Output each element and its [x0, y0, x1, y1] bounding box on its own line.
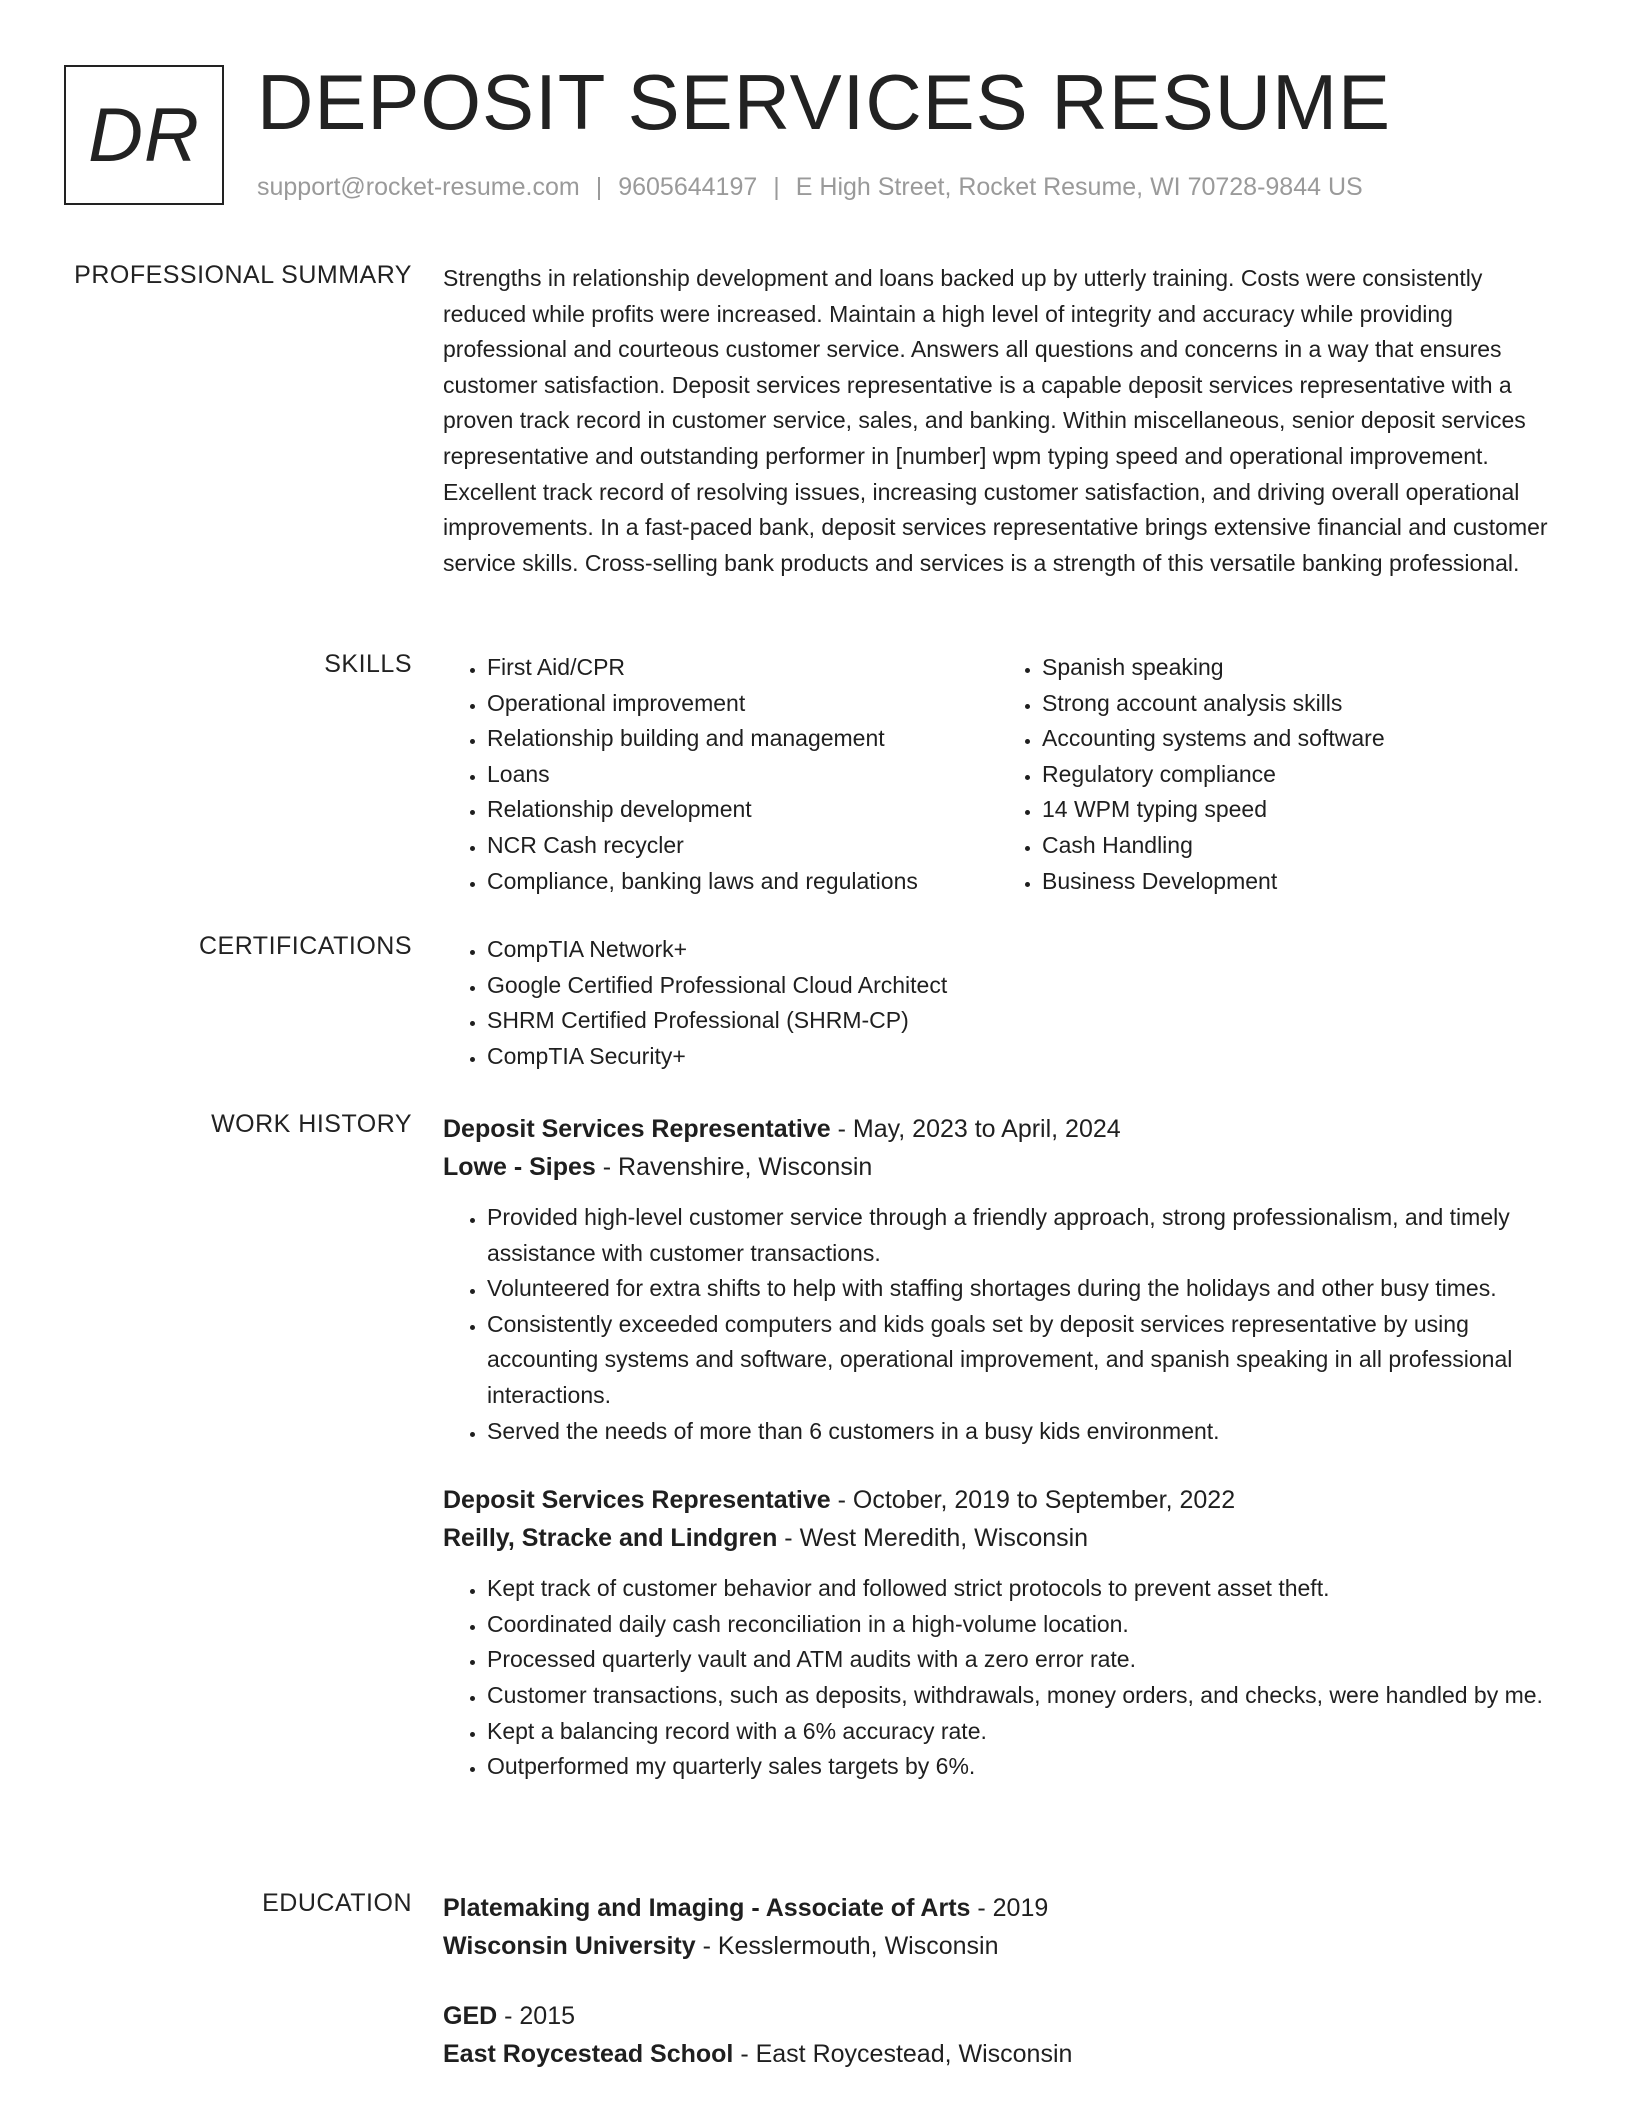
skills-list-left	[443, 650, 998, 899]
education-entry	[443, 1997, 1553, 2073]
job-bullet: • Served the needs of more than 6 customers in a busy kids environment.	[487, 1414, 1553, 1450]
certification-item: • SHRM Certified Professional (SHRM-CP)	[487, 1003, 1553, 1039]
section-label-education: EDUCATION	[262, 1889, 412, 1917]
skill-item: • Strong account analysis skills	[1042, 686, 1553, 722]
education-year: - 2015	[497, 2002, 576, 2030]
job-company: Lowe - Sipes	[443, 1153, 596, 1181]
job-bullet: • Provided high-level customer service through a friendly approach, strong professionalism, and timely assistance with customer transactions.	[487, 1200, 1553, 1271]
skill-item: • Business Development	[1042, 864, 1553, 900]
job-bullet: • Kept a balancing record with a 6% accuracy rate.	[487, 1714, 1553, 1750]
skill-item: • Operational improvement	[487, 686, 998, 722]
contact-address: E High Street, Rocket Resume, WI 70728-9844 US	[795, 173, 1363, 201]
education-location: - Kesslermouth, Wisconsin	[695, 1932, 999, 1960]
education-degree-line	[443, 1889, 1553, 1927]
job-entry	[443, 1481, 1553, 1785]
job-company: Reilly, Stracke and Lindgren	[443, 1524, 778, 1553]
skill-item: • Loans	[487, 757, 998, 793]
contact-line	[257, 173, 1363, 202]
contact-separator: |	[595, 173, 603, 201]
job-title-line	[443, 1110, 1553, 1148]
job-bullet: • Volunteered for extra shifts to help with staffing shortages during the holidays and other busy times.	[487, 1271, 1553, 1307]
job-entry	[443, 1110, 1553, 1449]
section-label-work-history: WORK HISTORY	[211, 1110, 412, 1138]
summary-text: Strengths in relationship development and loans backed up by utterly training. Costs were consistently reduced while profits were increased. Maintain a high level of integrity and accuracy while providing professional and courteous customer service. Answers all questions and concerns in a way that ensures customer satisfaction. Deposit services representative is a capable deposit services representative with a proven track record in customer service, sales, and banking. Within miscellaneous, senior deposit services representative and outstanding performer in [number] wpm typing speed and operational improvement. Excellent track record of resolving issues, increasing customer satisfaction, and driving overall operational improvements. In a fast-paced bank, deposit services representative brings extensive financial and customer service skills. Cross-selling bank products and services is a strength of this versatile banking professional.	[443, 265, 1548, 576]
skill-item: • First Aid/CPR	[487, 650, 998, 686]
skill-item: • Compliance, banking laws and regulations	[487, 864, 998, 900]
job-bullets	[443, 1571, 1553, 1785]
job-title: Deposit Services Representative	[443, 1115, 831, 1143]
job-bullet: • Consistently exceeded computers and kids goals set by deposit services representative by using accounting systems and software, operational improvement, and spanish speaking in all professional interactions.	[487, 1307, 1553, 1414]
certification-item: • CompTIA Security+	[487, 1039, 1553, 1075]
education-school-line	[443, 2035, 1553, 2073]
job-bullet: • Outperformed my quarterly sales targets by 6%.	[487, 1749, 1553, 1785]
skill-item: • Cash Handling	[1042, 828, 1553, 864]
education-school: East Roycestead School	[443, 2040, 734, 2068]
job-company-line	[443, 1148, 1553, 1186]
job-title-line	[443, 1481, 1553, 1519]
section-label-skills: SKILLS	[324, 650, 412, 678]
job-dates: - October, 2019 to September, 2022	[830, 1486, 1236, 1515]
job-title: Deposit Services Representative	[443, 1486, 831, 1515]
certification-item: • CompTIA Network+	[487, 932, 1553, 968]
job-bullet: • Processed quarterly vault and ATM audits with a zero error rate.	[487, 1642, 1553, 1678]
skill-item: • Relationship development	[487, 792, 998, 828]
education-location: - East Roycestead, Wisconsin	[733, 2040, 1073, 2068]
contact-phone: 9605644197	[618, 173, 758, 201]
skills-list-right	[998, 650, 1553, 899]
section-label-summary: PROFESSIONAL SUMMARY	[74, 261, 412, 289]
job-location: - West Meredith, Wisconsin	[777, 1524, 1089, 1553]
skill-item: • Regulatory compliance	[1042, 757, 1553, 793]
education-degree-line	[443, 1997, 1553, 2035]
job-company-line	[443, 1519, 1553, 1557]
job-bullets	[443, 1200, 1553, 1449]
skill-item: • Relationship building and management	[487, 721, 998, 757]
skill-item: • Spanish speaking	[1042, 650, 1553, 686]
monogram: DR	[64, 65, 224, 205]
education-degree: GED	[443, 2002, 498, 2030]
education-entry	[443, 1889, 1553, 1965]
skill-item: • 14 WPM typing speed	[1042, 792, 1553, 828]
skill-item: • Accounting systems and software	[1042, 721, 1553, 757]
certifications-list	[443, 932, 1553, 1074]
education-school-line	[443, 1927, 1553, 1965]
education-school: Wisconsin University	[443, 1932, 696, 1960]
job-location: - Ravenshire, Wisconsin	[595, 1153, 873, 1181]
contact-separator: |	[773, 173, 780, 201]
job-bullet: • Customer transactions, such as deposits, withdrawals, money orders, and checks, were handled by me.	[487, 1678, 1553, 1714]
education-degree: Platemaking and Imaging - Associate of Arts	[443, 1894, 971, 1922]
contact-email: support@rocket-resume.com	[257, 173, 580, 201]
job-bullet: • Coordinated daily cash reconciliation in a high-volume location.	[487, 1607, 1553, 1643]
job-dates: - May, 2023 to April, 2024	[830, 1115, 1121, 1143]
skill-item: • NCR Cash recycler	[487, 828, 998, 864]
section-label-certifications: CERTIFICATIONS	[198, 932, 412, 960]
job-bullet: • Kept track of customer behavior and followed strict protocols to prevent asset theft.	[487, 1571, 1553, 1607]
education-year: - 2019	[970, 1894, 1049, 1922]
page-title: DEPOSIT SERVICES RESUME	[257, 58, 1392, 146]
certification-item: • Google Certified Professional Cloud Architect	[487, 968, 1553, 1004]
